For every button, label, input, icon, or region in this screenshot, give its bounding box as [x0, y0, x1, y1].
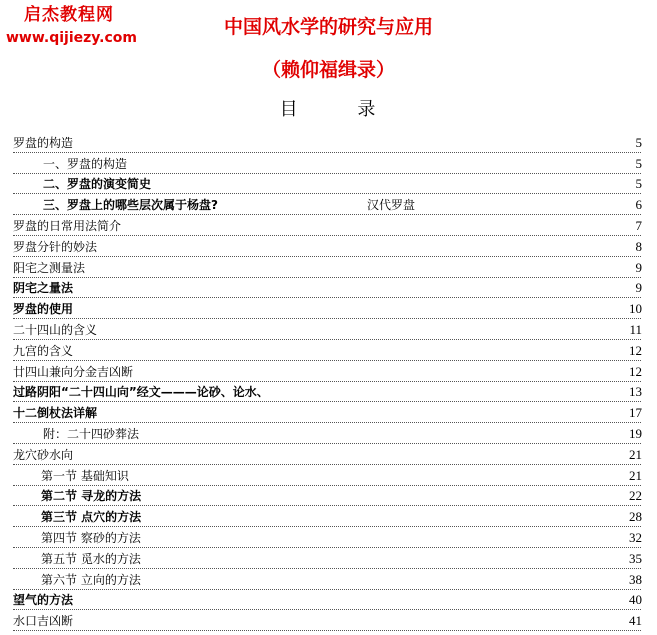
toc-entry-title[interactable]: 附：二十四砂葬法	[43, 426, 140, 441]
toc-entry-title[interactable]: 罗盘分针的妙法	[13, 239, 98, 254]
toc-entry-page-number: 11	[629, 321, 642, 337]
toc-entry-page-number: 21	[629, 467, 642, 483]
toc-entry-page-number: 5	[635, 134, 642, 150]
document-title: 中国风水学的研究与应用	[223, 16, 433, 38]
toc-entry-page-number: 8	[635, 238, 642, 254]
toc-entry[interactable]	[13, 319, 641, 340]
toc-entry-page-number: 32	[629, 529, 642, 545]
toc-entry-title[interactable]: 三、罗盘上的哪些层次属于杨盘?	[43, 198, 218, 213]
toc-entry-page-number: 10	[629, 301, 642, 317]
toc-entry-title[interactable]: 一、罗盘的构造	[43, 156, 128, 171]
toc-entry-page-number: 9	[635, 259, 642, 275]
toc-entry-page-number: 38	[629, 571, 642, 587]
toc-entry-title[interactable]: 第六节 立向的方法	[41, 572, 141, 587]
toc-entry-title[interactable]: 阴宅之量法	[13, 281, 74, 296]
toc-entry-page-number: 22	[629, 488, 642, 504]
toc-entry[interactable]	[13, 174, 641, 195]
toc-entry[interactable]	[13, 361, 641, 382]
toc-entry-page-number: 35	[629, 550, 642, 566]
toc-entry[interactable]	[13, 382, 641, 403]
toc-entry[interactable]	[13, 153, 641, 174]
toc-entry-title[interactable]: 罗盘的构造	[13, 135, 74, 150]
toc-entry-page-number: 7	[635, 217, 642, 233]
toc-entry-page-number: 12	[629, 342, 642, 358]
toc-entry[interactable]	[13, 465, 641, 486]
toc-entry-title[interactable]: 望气的方法	[13, 593, 74, 608]
toc-entry-title[interactable]: 第四节 察砂的方法	[41, 530, 141, 545]
toc-entry[interactable]	[13, 257, 641, 278]
toc-entry[interactable]	[13, 423, 641, 444]
toc-entry[interactable]	[13, 610, 641, 631]
toc-entry[interactable]	[13, 506, 641, 527]
toc-entry-page-number: 19	[629, 425, 642, 441]
toc-entry-title[interactable]: 第二节 寻龙的方法	[41, 489, 142, 504]
watermark-site-name: 启杰教程网	[24, 5, 114, 25]
toc-entry-page-number: 5	[635, 176, 642, 192]
toc-entry-title[interactable]: 九宫的含义	[13, 343, 74, 358]
toc-entry-title[interactable]: 阳宅之测量法	[13, 260, 86, 275]
toc-entry[interactable]	[13, 236, 641, 257]
toc-entry[interactable]	[13, 402, 641, 423]
toc-entry-title[interactable]: 第一节 基础知识	[41, 468, 129, 483]
toc-entry-page-number: 13	[629, 384, 642, 400]
toc-entry-title[interactable]: 廿四山兼向分金吉凶断	[13, 364, 134, 379]
toc-entry-title[interactable]: 罗盘的日常用法简介	[13, 218, 122, 233]
toc-entry[interactable]	[13, 444, 641, 465]
toc-entry-title[interactable]: 龙穴砂水向	[13, 447, 74, 462]
toc-entry[interactable]	[13, 527, 641, 548]
toc-entry-title[interactable]: 第三节 点穴的方法	[41, 510, 142, 525]
toc-entry-title[interactable]: 水口吉凶断	[13, 614, 74, 629]
toc-entry-title[interactable]: 十二倒杖法详解	[13, 406, 98, 421]
toc-entry[interactable]	[13, 132, 641, 153]
toc-entry-page-number: 17	[629, 405, 642, 421]
toc-entry-title[interactable]: 罗盘的使用	[13, 302, 74, 317]
toc-entry-page-number: 6	[635, 197, 642, 213]
toc-entry-title[interactable]: 二、罗盘的演变简史	[43, 177, 152, 192]
toc-entry-page-number: 40	[629, 592, 642, 608]
toc-entry[interactable]	[13, 486, 641, 507]
toc-entry-page-number: 5	[635, 155, 642, 171]
toc-entry[interactable]	[13, 590, 641, 611]
toc-entry-page-number: 28	[629, 509, 642, 525]
toc-entry-title[interactable]: 过路阴阳“二十四山向”经文———论砂、论水、	[13, 385, 269, 400]
toc-entry[interactable]	[13, 278, 641, 299]
toc-entry-page-number: 12	[629, 363, 642, 379]
toc-entry-title[interactable]: 二十四山的含义	[13, 322, 98, 337]
toc-entry-page-number: 41	[629, 613, 642, 629]
toc-entry[interactable]	[13, 569, 641, 590]
toc-entry-note: 汉代罗盘	[367, 198, 416, 213]
table-of-contents	[13, 132, 641, 631]
watermark-url: www.qijiezy.com	[6, 30, 137, 46]
toc-entry[interactable]	[13, 340, 641, 361]
toc-heading: 目 录	[279, 99, 378, 120]
document-subtitle: （赖仰福缉录）	[261, 59, 395, 81]
toc-entry[interactable]	[13, 298, 641, 319]
toc-entry[interactable]	[13, 194, 641, 215]
toc-entry[interactable]	[13, 215, 641, 236]
toc-entry-page-number: 9	[635, 280, 642, 296]
toc-entry-title[interactable]: 第五节 觅水的方法	[41, 551, 141, 566]
toc-entry[interactable]	[13, 548, 641, 569]
toc-entry-page-number: 21	[629, 446, 642, 462]
